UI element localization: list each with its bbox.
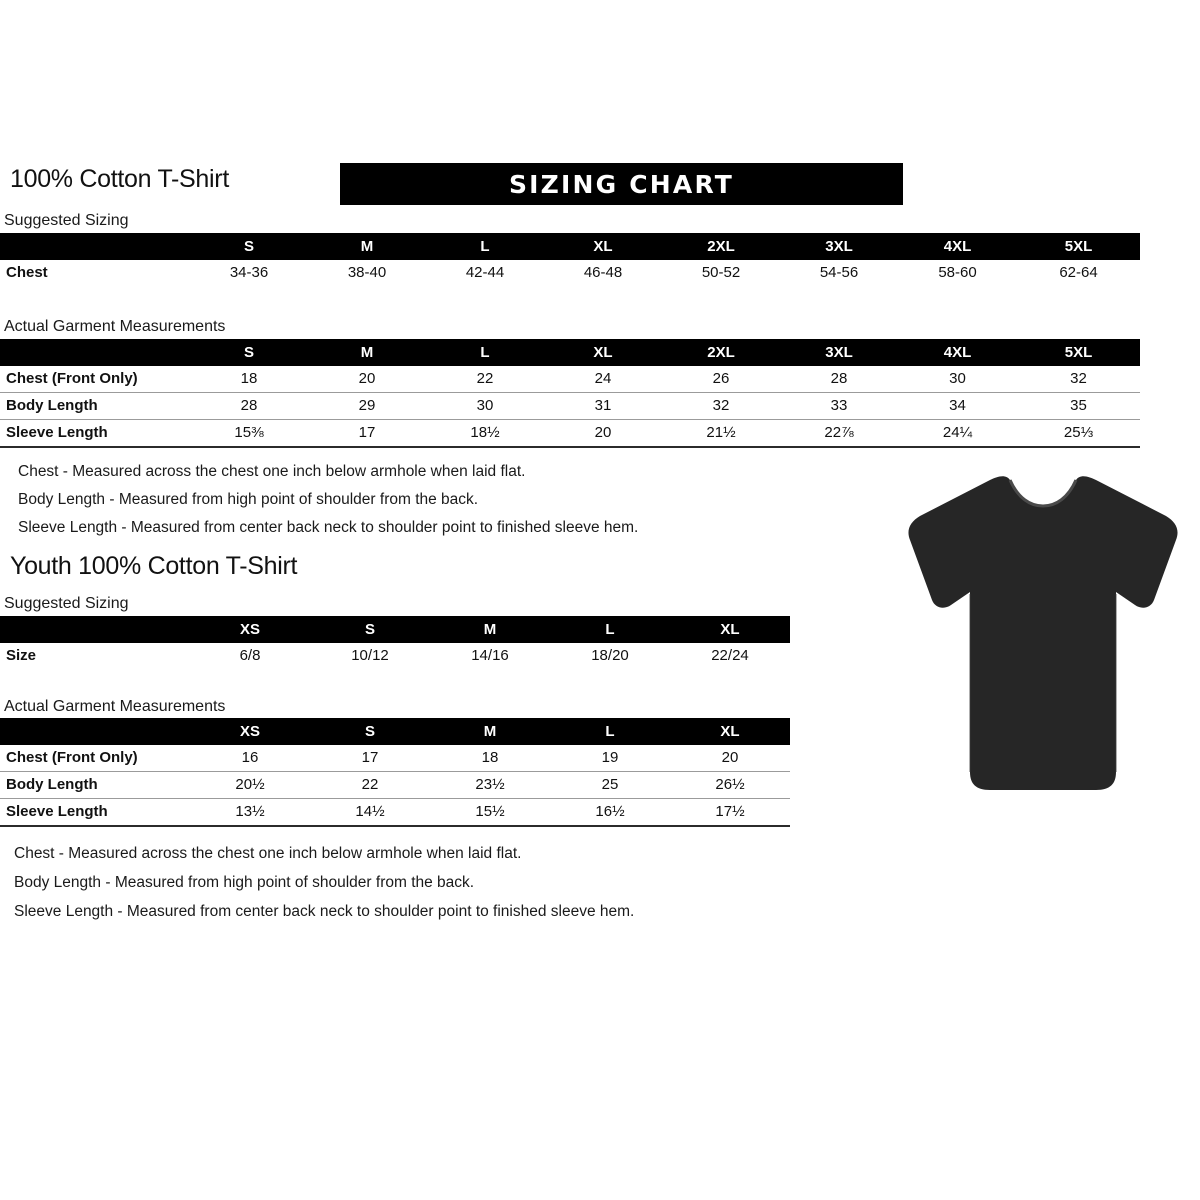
- col-header-label: [0, 616, 190, 643]
- col-header-size: 3XL: [780, 233, 898, 260]
- row-label: Size: [0, 643, 190, 669]
- table-row: [0, 420, 1140, 448]
- cell: 21½: [662, 420, 780, 448]
- cell: 18: [190, 366, 308, 393]
- row-label: Chest (Front Only): [0, 366, 190, 393]
- cell: 26½: [670, 772, 790, 799]
- adult-section-title: 100% Cotton T-Shirt: [10, 165, 229, 193]
- col-header-size: XS: [190, 616, 310, 643]
- adult-note-chest: Chest - Measured across the chest one inch below armhole when laid flat.: [18, 463, 526, 480]
- table-header-row: [0, 616, 790, 643]
- col-header-size: M: [430, 616, 550, 643]
- youth-note-sleeve-length: Sleeve Length - Measured from center back neck to shoulder point to finished sleeve hem.: [14, 903, 635, 920]
- youth-suggested-sizing-label: Suggested Sizing: [4, 595, 129, 612]
- cell: 30: [898, 366, 1017, 393]
- cell: 34: [898, 393, 1017, 420]
- cell: 14/16: [430, 643, 550, 669]
- youth-actual-measurements-label: Actual Garment Measurements: [4, 698, 226, 715]
- cell: 33: [780, 393, 898, 420]
- cell: 16: [190, 745, 310, 772]
- adult-suggested-sizing-label: Suggested Sizing: [4, 212, 129, 229]
- cell: 28: [190, 393, 308, 420]
- col-header-size: S: [190, 339, 308, 366]
- table-header-row: [0, 339, 1140, 366]
- adult-note-sleeve-length: Sleeve Length - Measured from center back neck to shoulder point to finished sleeve hem.: [18, 519, 639, 536]
- cell: 22: [426, 366, 544, 393]
- cell: 29: [308, 393, 426, 420]
- table-header-row: [0, 718, 790, 745]
- col-header-size: XS: [190, 718, 310, 745]
- cell: 25: [550, 772, 670, 799]
- cell: 42-44: [426, 260, 544, 286]
- adult-actual-measurements-table: [0, 339, 1140, 448]
- adult-actual-measurements-label: Actual Garment Measurements: [4, 318, 226, 335]
- col-header-size: XL: [670, 718, 790, 745]
- cell: 18: [430, 745, 550, 772]
- cell: 19: [550, 745, 670, 772]
- table-row: [0, 366, 1140, 393]
- cell: 18½: [426, 420, 544, 448]
- youth-suggested-sizing-table: [0, 616, 790, 669]
- col-header-size: XL: [670, 616, 790, 643]
- col-header-size: L: [550, 718, 670, 745]
- cell: 46-48: [544, 260, 662, 286]
- table-header-row: [0, 233, 1140, 260]
- row-label: Chest (Front Only): [0, 745, 190, 772]
- table-row: [0, 260, 1140, 286]
- col-header-size: 2XL: [662, 339, 780, 366]
- table-row: [0, 643, 790, 669]
- cell: 50-52: [662, 260, 780, 286]
- cell: 24: [544, 366, 662, 393]
- cell: 13½: [190, 799, 310, 827]
- cell: 23½: [430, 772, 550, 799]
- col-header-size: L: [426, 339, 544, 366]
- col-header-size: S: [310, 718, 430, 745]
- cell: 38-40: [308, 260, 426, 286]
- col-header-size: 5XL: [1017, 233, 1140, 260]
- cell: 14½: [310, 799, 430, 827]
- cell: 17½: [670, 799, 790, 827]
- youth-note-chest: Chest - Measured across the chest one inch below armhole when laid flat.: [14, 845, 522, 862]
- cell: 20: [544, 420, 662, 448]
- sizing-chart-banner: [340, 163, 903, 205]
- row-label: Sleeve Length: [0, 799, 190, 827]
- cell: 22/24: [670, 643, 790, 669]
- col-header-size: 2XL: [662, 233, 780, 260]
- cell: 15½: [430, 799, 550, 827]
- cell: 26: [662, 366, 780, 393]
- cell: 20½: [190, 772, 310, 799]
- col-header-size: XL: [544, 233, 662, 260]
- col-header-size: M: [308, 339, 426, 366]
- cell: 62-64: [1017, 260, 1140, 286]
- table-row: [0, 772, 790, 799]
- adult-suggested-sizing-table: [0, 233, 1140, 286]
- cell: 17: [308, 420, 426, 448]
- cell: 18/20: [550, 643, 670, 669]
- cell: 25⅓: [1017, 420, 1140, 448]
- row-label: Sleeve Length: [0, 420, 190, 448]
- cell: 34-36: [190, 260, 308, 286]
- row-label: Body Length: [0, 772, 190, 799]
- cell: 31: [544, 393, 662, 420]
- cell: 22⅞: [780, 420, 898, 448]
- cell: 17: [310, 745, 430, 772]
- col-header-size: 3XL: [780, 339, 898, 366]
- youth-actual-measurements-table: [0, 718, 790, 827]
- cell: 32: [662, 393, 780, 420]
- col-header-size: M: [430, 718, 550, 745]
- col-header-size: 5XL: [1017, 339, 1140, 366]
- table-row: [0, 799, 790, 827]
- cell: 22: [310, 772, 430, 799]
- table-row: [0, 745, 790, 772]
- col-header-label: [0, 718, 190, 745]
- cell: 20: [670, 745, 790, 772]
- col-header-size: M: [308, 233, 426, 260]
- col-header-size: 4XL: [898, 233, 1017, 260]
- row-label: Chest: [0, 260, 190, 286]
- t-shirt-illustration: [898, 472, 1188, 812]
- col-header-label: [0, 339, 190, 366]
- row-label: Body Length: [0, 393, 190, 420]
- sizing-chart-banner-label: SIZING CHART: [508, 170, 735, 199]
- col-header-label: [0, 233, 190, 260]
- cell: 28: [780, 366, 898, 393]
- table-row: [0, 393, 1140, 420]
- col-header-size: S: [310, 616, 430, 643]
- cell: 30: [426, 393, 544, 420]
- cell: 20: [308, 366, 426, 393]
- cell: 24¼: [898, 420, 1017, 448]
- col-header-size: L: [550, 616, 670, 643]
- adult-note-body-length: Body Length - Measured from high point of shoulder from the back.: [18, 491, 479, 508]
- col-header-size: L: [426, 233, 544, 260]
- cell: 16½: [550, 799, 670, 827]
- cell: 35: [1017, 393, 1140, 420]
- col-header-size: XL: [544, 339, 662, 366]
- col-header-size: S: [190, 233, 308, 260]
- cell: 15⅜: [190, 420, 308, 448]
- youth-section-title: Youth 100% Cotton T-Shirt: [10, 552, 298, 580]
- cell: 6/8: [190, 643, 310, 669]
- cell: 54-56: [780, 260, 898, 286]
- col-header-size: 4XL: [898, 339, 1017, 366]
- cell: 32: [1017, 366, 1140, 393]
- cell: 58-60: [898, 260, 1017, 286]
- youth-note-body-length: Body Length - Measured from high point of shoulder from the back.: [14, 874, 475, 891]
- cell: 10/12: [310, 643, 430, 669]
